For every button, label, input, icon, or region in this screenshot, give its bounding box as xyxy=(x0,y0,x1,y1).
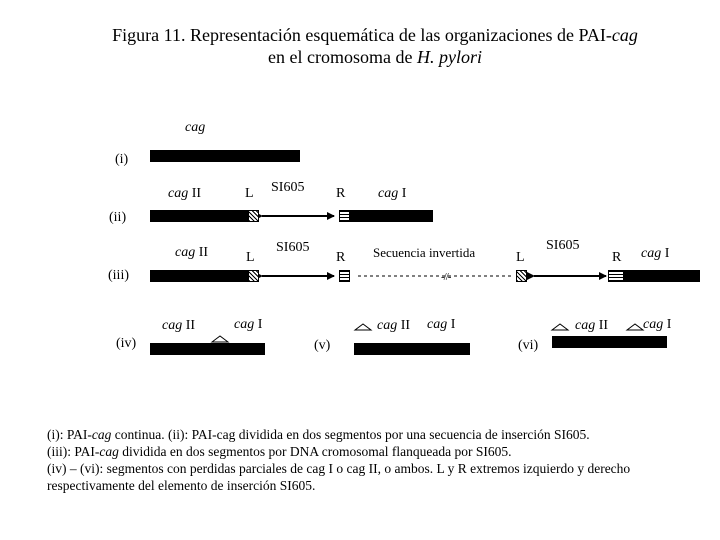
label-cag-ii-segment: cag II xyxy=(175,245,209,260)
deletion-triangle-iv xyxy=(212,336,228,342)
label-cag-i-iv: cag I xyxy=(234,317,263,332)
label-roman-iii: (iii) xyxy=(108,268,129,283)
label-cag-i: cag xyxy=(185,120,206,135)
label-r-end-2: R xyxy=(612,250,622,265)
l-end-box xyxy=(248,210,259,222)
cag-ii-bar xyxy=(150,270,248,282)
label-roman-v: (v) xyxy=(314,338,331,353)
cag-i-bar xyxy=(624,270,700,282)
caption-line-2: (iii): PAI-cag dividida en dos segmentos por DNA cromosomal flanqueada por SI605. xyxy=(47,444,512,459)
label-cag-ii-vi: cag II xyxy=(575,318,609,333)
segment-bar-iv xyxy=(150,343,265,355)
r-end-box xyxy=(339,210,350,222)
label-roman-iv: (iv) xyxy=(116,336,137,351)
label-cag-i-segment: cag I xyxy=(641,246,670,261)
label-roman-i: (i) xyxy=(115,152,129,167)
label-cag-i-segment: cag I xyxy=(378,186,407,201)
caption-line-1: (i): PAI-cag continua. (ii): PAI-cag dividida en dos segmentos por una secuencia de inserción SI605. xyxy=(47,427,590,442)
segment-bar-vi xyxy=(552,336,667,348)
cag-ii-bar xyxy=(150,210,248,222)
label-r-end: R xyxy=(336,186,346,201)
label-cag-i-v: cag I xyxy=(427,317,456,332)
label-cag-i-vi: cag I xyxy=(643,317,672,332)
l-end-box-2 xyxy=(516,270,527,282)
label-roman-vi: (vi) xyxy=(518,338,539,353)
cag-bar-continuous xyxy=(150,150,300,162)
figure-title-line-2: en el cromosoma de H. pylori xyxy=(268,47,482,67)
label-si605: SI605 xyxy=(276,240,310,255)
cag-i-bar xyxy=(350,210,433,222)
label-cag-ii-segment: cag II xyxy=(168,186,202,201)
deletion-triangle-vi-a xyxy=(552,324,568,330)
break-mark: -//- xyxy=(441,271,451,283)
label-cag-ii-v: cag II xyxy=(377,318,411,333)
figure-title-line-1: Figura 11. Representación esquemática de las organizaciones de PAI-cag xyxy=(112,25,638,45)
label-l-end: L xyxy=(246,250,255,265)
r-end-box xyxy=(339,270,350,282)
l-end-box xyxy=(248,270,259,282)
segment-bar-v xyxy=(354,343,470,355)
deletion-triangle-v xyxy=(355,324,371,330)
deletion-triangle-vi-b xyxy=(627,324,643,330)
label-roman-ii: (ii) xyxy=(109,210,127,225)
label-si605-2: SI605 xyxy=(546,238,580,253)
figure-caption xyxy=(47,426,712,494)
label-r-end: R xyxy=(336,250,346,265)
label-inverted-sequence: Secuencia invertida xyxy=(373,245,476,260)
caption-line-3: (iv) – (vi): segmentos con perdidas parciales de cag I o cag II, o ambos. L y R extremos izquierdo y derecho xyxy=(47,461,631,476)
label-cag-ii-iv: cag II xyxy=(162,318,196,333)
label-l-end: L xyxy=(245,186,254,201)
label-l-end-2: L xyxy=(516,250,525,265)
caption-line-4: respectivamente del elemento de inserción SI605. xyxy=(47,478,316,493)
label-si605: SI605 xyxy=(271,180,305,195)
r-end-box-2 xyxy=(608,270,624,282)
